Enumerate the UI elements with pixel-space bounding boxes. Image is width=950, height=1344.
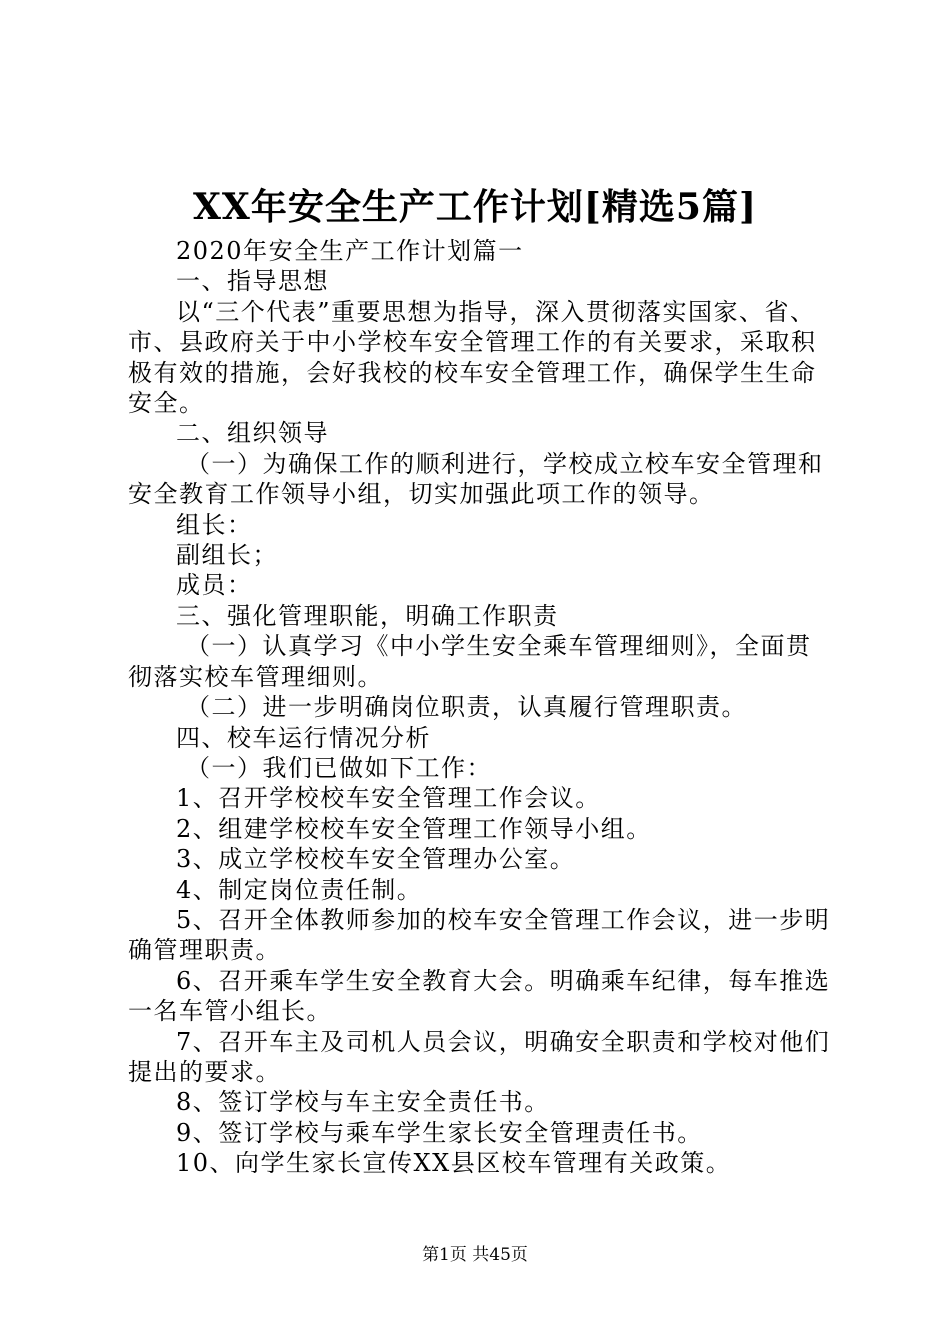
paragraph: 副组长； [176,541,278,570]
section-heading: 四、校车运行情况分析 [176,723,431,752]
page-footer: 第1页 共45页 [422,1245,528,1265]
list-item: 4、制定岗位责任制。 [176,875,423,904]
list-item: 3、成立学校校车安全管理办公室。 [176,845,576,874]
paragraph: （一）为确保工作的顺利进行，学校成立校车安全管理和安全教育工作领导小组，切实加强此项工作的领导。 [128,449,824,509]
list-item: 5、召开全体教师参加的校车安全管理工作会议，进一步明确管理职责。 [128,905,831,965]
list-item: 8、签订学校与车主安全责任书。 [176,1088,550,1117]
paragraph: 以“三个代表”重要思想为指导，深入贯彻落实国家、省、市、县政府关于中小学校车安全管理工作的有关要求，采取积极有效的措施，会好我校的校车安全管理工作，确保学生生命安全。 [128,297,817,418]
document-body [128,236,834,1179]
list-item: 9、签订学校与乘车学生家长安全管理责任书。 [176,1118,703,1147]
list-item: 2、组建学校校车安全管理工作领导小组。 [176,814,652,843]
paragraph: 成员： [176,571,253,600]
section-heading: 三、强化管理职能，明确工作职责 [176,601,559,630]
section-heading: 2020年安全生产工作计划篇一 [176,237,524,265]
list-item: 7、召开车主及司机人员会议，明确安全职责和学校对他们提出的要求。 [128,1027,831,1086]
paragraph: （一）认真学习《中小学生安全乘车管理细则》，全面贯彻落实校车管理细则。 [128,632,812,691]
section-heading: 一、指导思想 [176,267,329,296]
list-item: 6、召开乘车学生安全教育大会。明确乘车纪律，每车推选一名车管小组长。 [128,966,831,1026]
paragraph: （一）我们已做如下工作： [186,753,492,782]
section-heading: 二、组织领导 [176,419,329,448]
list-item: 10、向学生家长宣传XX县区校车管理有关政策。 [176,1149,732,1178]
document-title: XX年安全生产工作计划[精选5篇] [193,186,757,228]
paragraph: 组长： [176,510,253,539]
paragraph: （二）进一步明确岗位职责，认真履行管理职责。 [186,693,747,722]
list-item: 1、召开学校校车安全管理工作会议。 [176,784,601,813]
